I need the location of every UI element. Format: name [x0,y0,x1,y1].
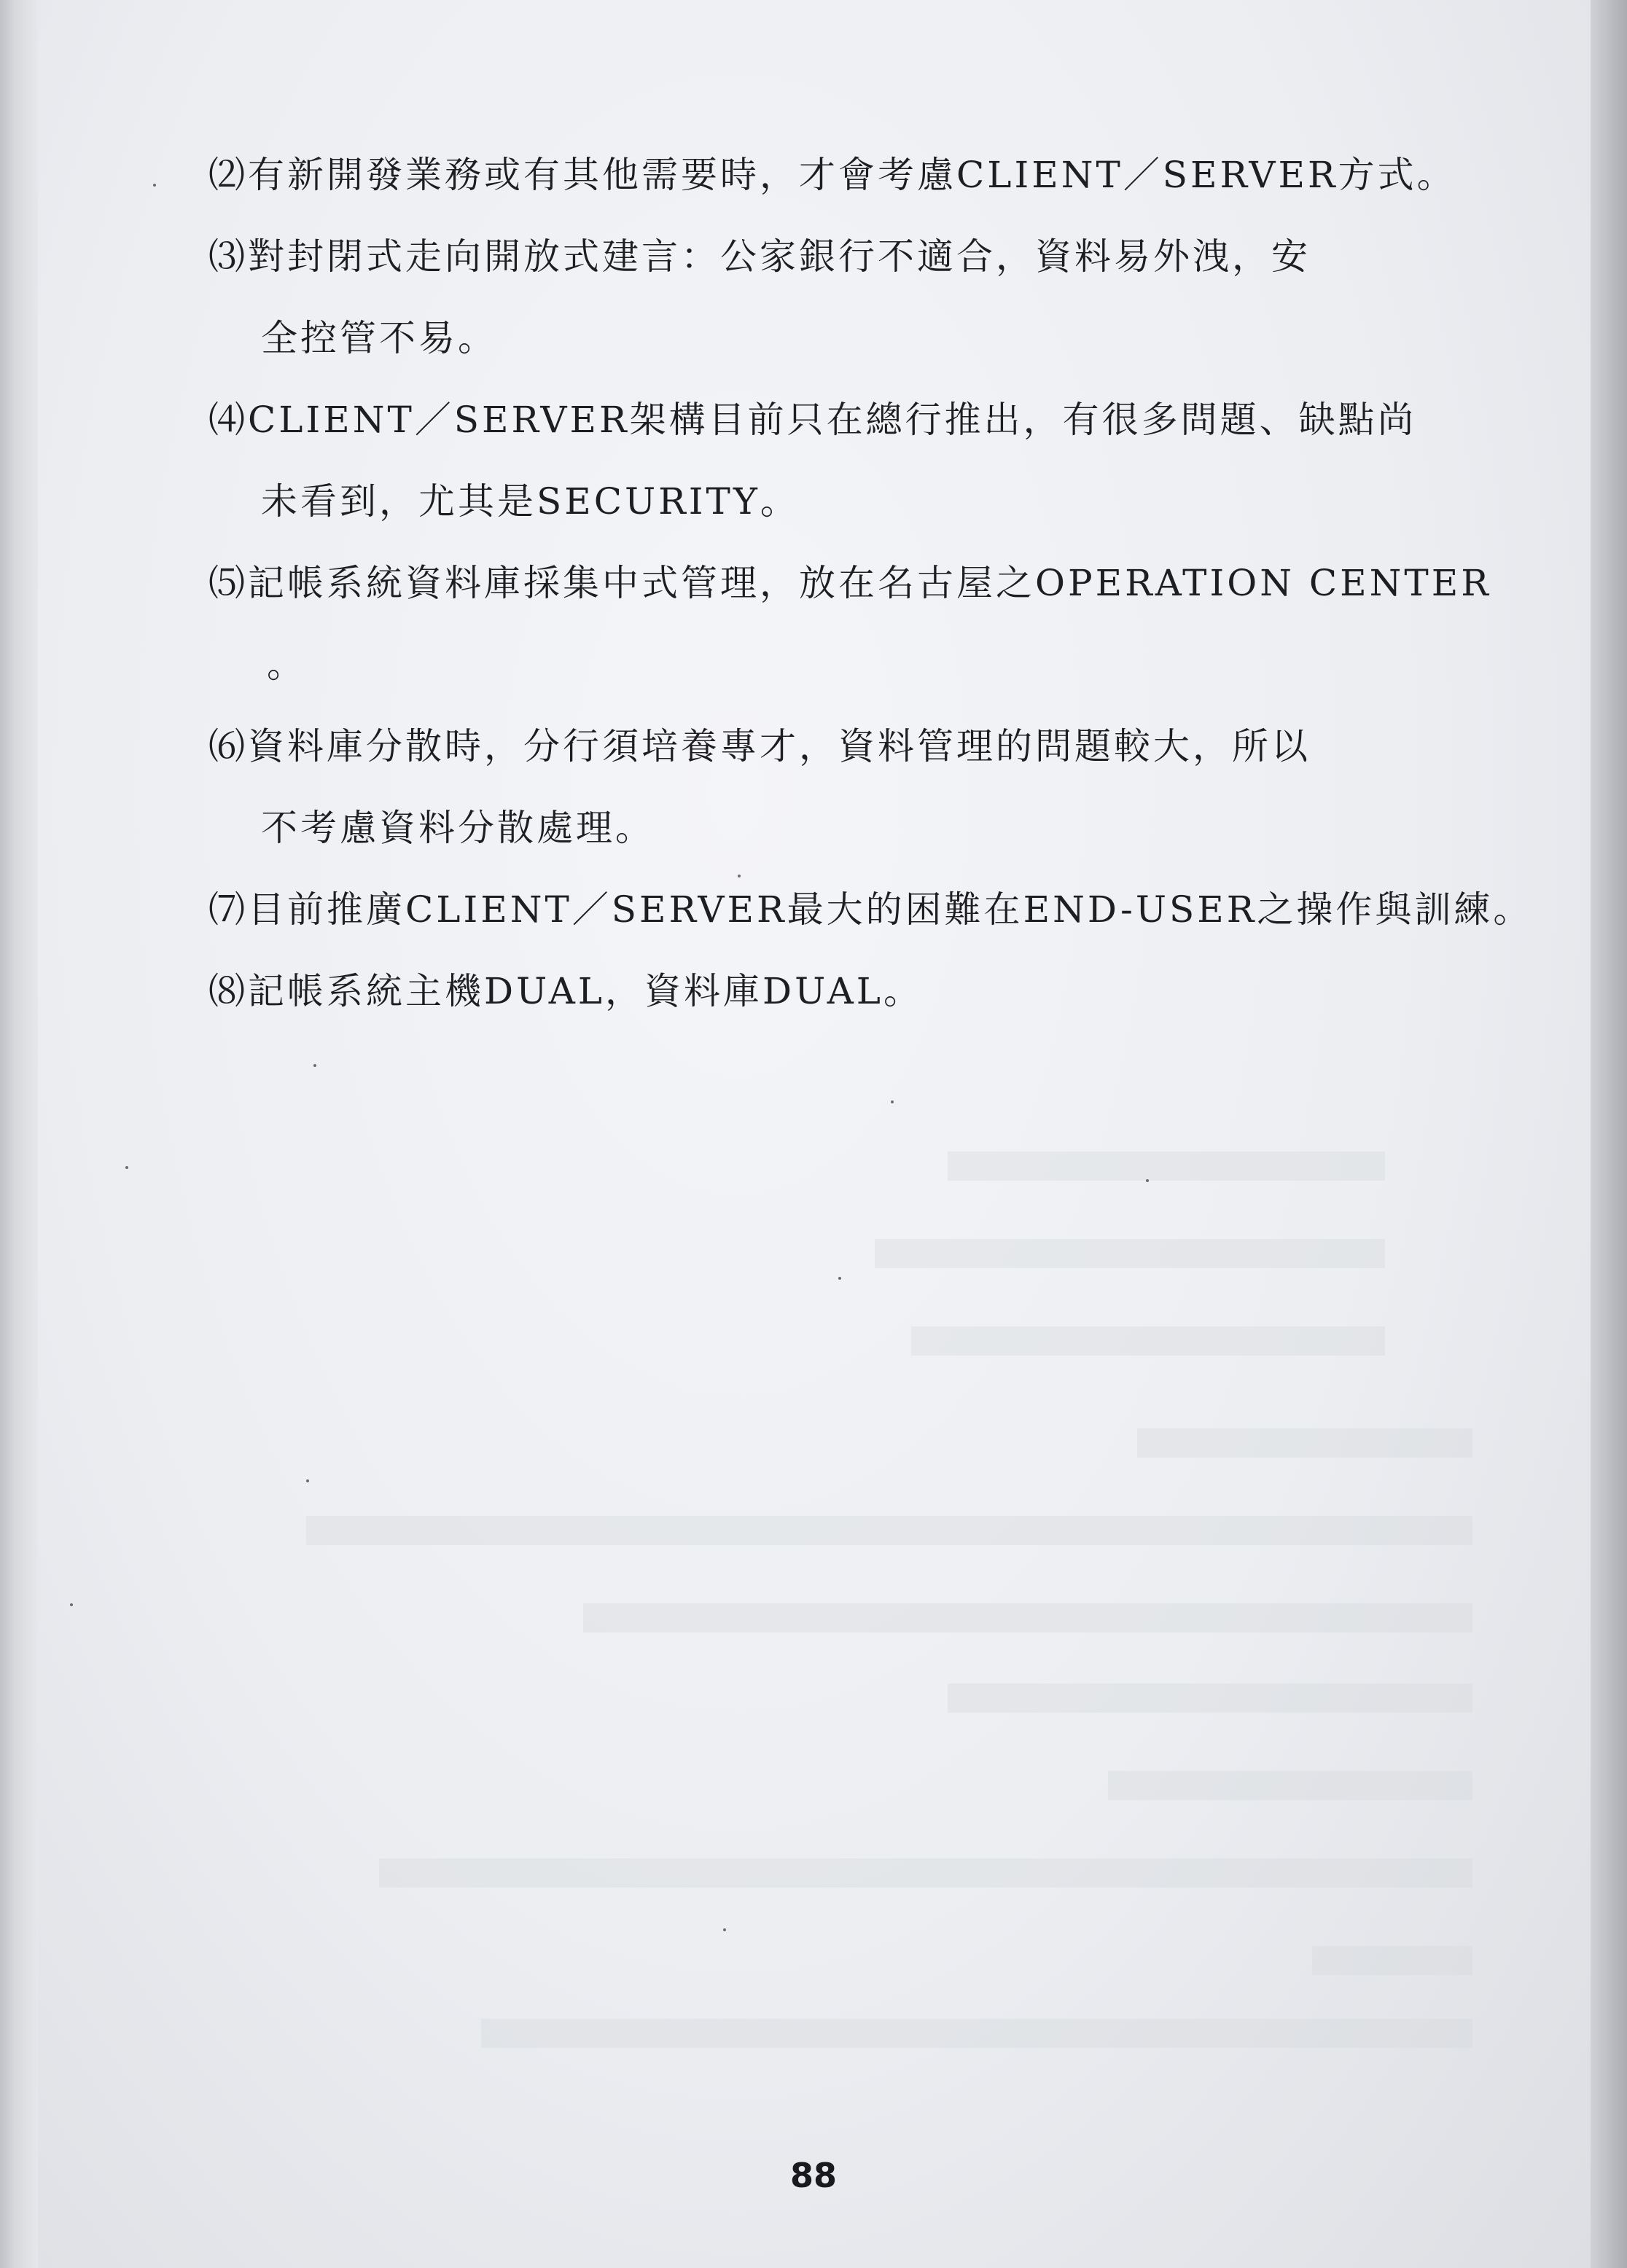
list-item-4 [208,399,1521,522]
list-item-text: ⑺目前推廣CLIENT／SERVER最大的困難在END-USER之操作與訓練。 [208,888,1533,931]
speck [125,1166,128,1169]
list-item-7 [208,888,1533,931]
list-item-continuation: 。 [267,644,306,686]
list-item-5 [208,563,1521,685]
speck [153,184,156,187]
speck [70,1603,73,1606]
speck [1146,1179,1149,1182]
list-item-text: ⑶對封閉式走向開放式建言：公家銀行不適合，資料易外洩，安 [208,235,1311,278]
list-item-text: ⑹資料庫分散時，分行須培養專才，資料管理的問題較大，所以 [208,725,1311,767]
speck [313,1064,316,1067]
list-item-continuation: 不考慮資料分散處理。 [261,807,655,849]
page-edge [1591,0,1627,2268]
list-item-text: ⑵有新開發業務或有其他需要時，才會考慮CLIENT／SERVER方式。 [208,154,1456,196]
page-number: 88 [789,2156,837,2195]
list-item-3 [208,236,1521,359]
list-item-2 [208,155,1521,195]
speck [306,1479,309,1482]
list-item-text: ⑷CLIENT／SERVER架構目前只在總行推出，有很多問題、缺點尚 [208,399,1417,441]
list-item-continuation: 未看到，尤其是SECURITY。 [261,480,800,523]
list-item-6 [208,726,1521,848]
binding-shadow [0,0,38,2268]
list-item-text: ⑻記帳系統主機DUAL，資料庫DUAL。 [208,970,923,1012]
list-item-continuation: 全控管不易。 [261,317,497,359]
list-item-text: ⑸記帳系統資料庫採集中式管理，放在名古屋之OPERATION CENTER [208,562,1491,604]
list-item-8 [208,971,1521,1012]
speck [723,1928,726,1931]
document-body [208,154,1533,1052]
speck [891,1100,894,1103]
speck [838,1277,841,1280]
